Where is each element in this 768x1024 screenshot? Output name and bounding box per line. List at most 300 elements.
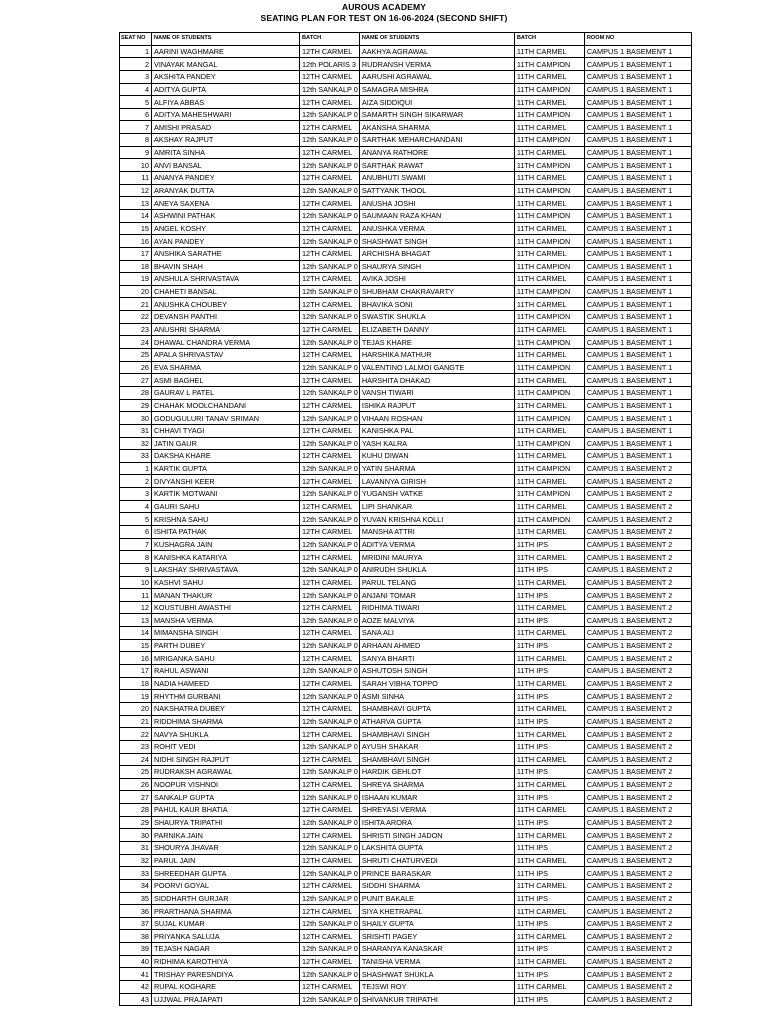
student-name-cell: AIZA SIDDIQUI xyxy=(359,96,514,109)
batch-cell: 12TH CARMEL xyxy=(300,677,360,690)
seat-no-cell: 15 xyxy=(120,222,152,235)
table-row xyxy=(120,842,692,855)
room-no-cell: CAMPUS 1 BASEMENT 1 xyxy=(584,336,691,349)
student-name-cell: SATTYANK THOOL xyxy=(359,184,514,197)
table-row xyxy=(120,943,692,956)
student-name-cell: SHAURYA TRIPATHI xyxy=(152,816,300,829)
seat-no-cell: 6 xyxy=(120,108,152,121)
student-name-cell: ATHARVA GUPTA xyxy=(359,715,514,728)
room-no-cell: CAMPUS 1 BASEMENT 1 xyxy=(584,222,691,235)
seat-no-cell: 38 xyxy=(120,930,152,943)
table-row xyxy=(120,804,692,817)
room-no-cell: CAMPUS 1 BASEMENT 2 xyxy=(584,981,691,994)
batch-cell: 12th SANKALP 0 xyxy=(300,513,360,526)
batch-cell: 11TH CARMEL xyxy=(514,981,584,994)
student-name-cell: SWASTIK SHUKLA xyxy=(359,311,514,324)
batch-cell: 11TH CARMEL xyxy=(514,677,584,690)
seat-no-cell: 11 xyxy=(120,172,152,185)
seat-no-cell: 27 xyxy=(120,374,152,387)
seat-no-cell: 1 xyxy=(120,462,152,475)
seat-no-cell: 7 xyxy=(120,121,152,134)
batch-cell: 11TH IPS xyxy=(514,740,584,753)
room-no-cell: CAMPUS 1 BASEMENT 2 xyxy=(584,715,691,728)
seat-no-cell: 12 xyxy=(120,601,152,614)
seat-no-cell: 4 xyxy=(120,500,152,513)
room-no-cell: CAMPUS 1 BASEMENT 1 xyxy=(584,273,691,286)
student-name-cell: LIPI SHANKAR xyxy=(359,500,514,513)
student-name-cell: PAHUL KAUR BHATIA xyxy=(152,804,300,817)
seat-no-cell: 14 xyxy=(120,209,152,222)
student-name-cell: JATIN GAUR xyxy=(152,437,300,450)
batch-cell: 11TH CARMEL xyxy=(514,551,584,564)
batch-cell: 12TH CARMEL xyxy=(300,500,360,513)
seat-no-cell: 31 xyxy=(120,842,152,855)
room-no-cell: CAMPUS 1 BASEMENT 2 xyxy=(584,778,691,791)
student-name-cell: ANSHULA SHRIVASTAVA xyxy=(152,273,300,286)
batch-cell: 12TH CARMEL xyxy=(300,399,360,412)
student-name-cell: AKSHAY RAJPUT xyxy=(152,134,300,147)
student-name-cell: RIDHIMA KAROTHIYA xyxy=(152,955,300,968)
room-no-cell: CAMPUS 1 BASEMENT 1 xyxy=(584,235,691,248)
room-no-cell: CAMPUS 1 BASEMENT 1 xyxy=(584,311,691,324)
table-row xyxy=(120,500,692,513)
table-row xyxy=(120,121,692,134)
batch-cell: 11TH IPS xyxy=(514,867,584,880)
batch-cell: 12th SANKALP 0 xyxy=(300,943,360,956)
room-no-cell: CAMPUS 1 BASEMENT 1 xyxy=(584,285,691,298)
student-name-cell: ARCHISHA BHAGAT xyxy=(359,247,514,260)
batch-cell: 12TH CARMEL xyxy=(300,879,360,892)
table-row xyxy=(120,450,692,463)
batch-cell: 12TH CARMEL xyxy=(300,981,360,994)
room-no-cell: CAMPUS 1 BASEMENT 1 xyxy=(584,424,691,437)
table-row xyxy=(120,576,692,589)
column-header-batch-12th: BATCH xyxy=(300,33,360,46)
student-name-cell: AARUSHI AGRAWAL xyxy=(359,70,514,83)
student-name-cell: ADITYA VERMA xyxy=(359,538,514,551)
room-no-cell: CAMPUS 1 BASEMENT 1 xyxy=(584,399,691,412)
batch-cell: 12th SANKALP 0 xyxy=(300,159,360,172)
student-name-cell: DHAWAL CHANDRA VERMA xyxy=(152,336,300,349)
seat-no-cell: 17 xyxy=(120,665,152,678)
batch-cell: 11TH IPS xyxy=(514,816,584,829)
batch-cell: 12th SANKALP 0 xyxy=(300,209,360,222)
room-no-cell: CAMPUS 1 BASEMENT 1 xyxy=(584,209,691,222)
seat-no-cell: 28 xyxy=(120,386,152,399)
seat-no-cell: 8 xyxy=(120,134,152,147)
student-name-cell: ISHIKA RAJPUT xyxy=(359,399,514,412)
room-no-cell: CAMPUS 1 BASEMENT 2 xyxy=(584,677,691,690)
table-row xyxy=(120,728,692,741)
student-name-cell: YASH KALRA xyxy=(359,437,514,450)
table-row xyxy=(120,639,692,652)
room-no-cell: CAMPUS 1 BASEMENT 2 xyxy=(584,766,691,779)
room-no-cell: CAMPUS 1 BASEMENT 2 xyxy=(584,563,691,576)
seat-no-cell: 2 xyxy=(120,58,152,71)
batch-cell: 11TH CAMPION xyxy=(514,108,584,121)
student-name-cell: SAMAGRA MISHRA xyxy=(359,83,514,96)
batch-cell: 12th SANKALP 0 xyxy=(300,260,360,273)
room-no-cell: CAMPUS 1 BASEMENT 2 xyxy=(584,879,691,892)
student-name-cell: SARTHAK RAWAT xyxy=(359,159,514,172)
batch-cell: 12th SANKALP 0 xyxy=(300,639,360,652)
table-row xyxy=(120,285,692,298)
room-no-cell: CAMPUS 1 BASEMENT 2 xyxy=(584,652,691,665)
column-header-student-name-11th: NAME OF STUDENTS xyxy=(359,33,514,46)
seat-no-cell: 2 xyxy=(120,475,152,488)
batch-cell: 11TH IPS xyxy=(514,842,584,855)
table-row xyxy=(120,867,692,880)
batch-cell: 12th SANKALP 0 xyxy=(300,386,360,399)
batch-cell: 11TH CARMEL xyxy=(514,601,584,614)
student-name-cell: ANUSHA JOSHI xyxy=(359,197,514,210)
student-name-cell: KUHU DIWAN xyxy=(359,450,514,463)
student-name-cell: MIMANSHA SINGH xyxy=(152,627,300,640)
student-name-cell: ASHUTOSH SINGH xyxy=(359,665,514,678)
room-no-cell: CAMPUS 1 BASEMENT 1 xyxy=(584,121,691,134)
batch-cell: 11TH CAMPION xyxy=(514,260,584,273)
student-name-cell: LAKSHAY SHRIVASTAVA xyxy=(152,563,300,576)
table-row xyxy=(120,854,692,867)
student-name-cell: SARTHAK MEHARCHANDANI xyxy=(359,134,514,147)
table-row xyxy=(120,273,692,286)
seat-no-cell: 42 xyxy=(120,981,152,994)
student-name-cell: ANGEL KOSHY xyxy=(152,222,300,235)
table-row xyxy=(120,981,692,994)
table-row xyxy=(120,83,692,96)
student-name-cell: BHAVIKA SONI xyxy=(359,298,514,311)
room-no-cell: CAMPUS 1 BASEMENT 2 xyxy=(584,816,691,829)
student-name-cell: BHAVIN SHAH xyxy=(152,260,300,273)
batch-cell: 11TH CARMEL xyxy=(514,702,584,715)
batch-cell: 12th SANKALP 0 xyxy=(300,184,360,197)
batch-cell: 11TH CARMEL xyxy=(514,728,584,741)
room-no-cell: CAMPUS 1 BASEMENT 2 xyxy=(584,475,691,488)
batch-cell: 12th SANKALP 0 xyxy=(300,892,360,905)
batch-cell: 11TH CAMPION xyxy=(514,184,584,197)
student-name-cell: SARAH VIBHA TOPPO xyxy=(359,677,514,690)
student-name-cell: KARTIK GUPTA xyxy=(152,462,300,475)
batch-cell: 12TH CARMEL xyxy=(300,627,360,640)
student-name-cell: ANSHIKA SARATHE xyxy=(152,247,300,260)
batch-cell: 12TH CARMEL xyxy=(300,576,360,589)
table-row xyxy=(120,412,692,425)
student-name-cell: AYUSH SHAKAR xyxy=(359,740,514,753)
table-row xyxy=(120,879,692,892)
student-name-cell: DIVYANSHI KEER xyxy=(152,475,300,488)
seat-no-cell: 18 xyxy=(120,260,152,273)
table-row xyxy=(120,892,692,905)
student-name-cell: SANKALP GUPTA xyxy=(152,791,300,804)
student-name-cell: SHREYASI VERMA xyxy=(359,804,514,817)
student-name-cell: ANVI BANSAL xyxy=(152,159,300,172)
seat-no-cell: 34 xyxy=(120,879,152,892)
table-row xyxy=(120,766,692,779)
table-row xyxy=(120,930,692,943)
batch-cell: 11TH IPS xyxy=(514,968,584,981)
student-name-cell: PARUL JAIN xyxy=(152,854,300,867)
room-no-cell: CAMPUS 1 BASEMENT 1 xyxy=(584,386,691,399)
room-no-cell: CAMPUS 1 BASEMENT 1 xyxy=(584,450,691,463)
batch-cell: 11TH IPS xyxy=(514,665,584,678)
seat-no-cell: 7 xyxy=(120,538,152,551)
batch-cell: 12TH CARMEL xyxy=(300,930,360,943)
student-name-cell: RUPAL KOGHARE xyxy=(152,981,300,994)
table-row xyxy=(120,184,692,197)
table-row xyxy=(120,538,692,551)
batch-cell: 12th SANKALP 0 xyxy=(300,766,360,779)
batch-cell: 11TH CARMEL xyxy=(514,273,584,286)
student-name-cell: VINAYAK MANGAL xyxy=(152,58,300,71)
seat-no-cell: 4 xyxy=(120,83,152,96)
batch-cell: 12th SANKALP 0 xyxy=(300,437,360,450)
room-no-cell: CAMPUS 1 BASEMENT 2 xyxy=(584,665,691,678)
seat-no-cell: 26 xyxy=(120,778,152,791)
seat-no-cell: 3 xyxy=(120,488,152,501)
seat-no-cell: 36 xyxy=(120,905,152,918)
table-row xyxy=(120,627,692,640)
room-no-cell: CAMPUS 1 BASEMENT 1 xyxy=(584,323,691,336)
room-no-cell: CAMPUS 1 BASEMENT 1 xyxy=(584,96,691,109)
table-row xyxy=(120,197,692,210)
batch-cell: 12TH CARMEL xyxy=(300,96,360,109)
student-name-cell: AMISHI PRASAD xyxy=(152,121,300,134)
seat-no-cell: 39 xyxy=(120,943,152,956)
batch-cell: 12TH CARMEL xyxy=(300,804,360,817)
column-header-student-name-12th: NAME OF STUDENTS xyxy=(152,33,300,46)
student-name-cell: DEVANSH PANTHI xyxy=(152,311,300,324)
seat-no-cell: 25 xyxy=(120,349,152,362)
batch-cell: 11TH CARMEL xyxy=(514,298,584,311)
batch-cell: 11TH IPS xyxy=(514,639,584,652)
room-no-cell: CAMPUS 1 BASEMENT 2 xyxy=(584,551,691,564)
batch-cell: 12th SANKALP 0 xyxy=(300,816,360,829)
room-no-cell: CAMPUS 1 BASEMENT 1 xyxy=(584,197,691,210)
room-no-cell: CAMPUS 1 BASEMENT 2 xyxy=(584,488,691,501)
room-no-cell: CAMPUS 1 BASEMENT 2 xyxy=(584,943,691,956)
student-name-cell: AKANSHA SHARMA xyxy=(359,121,514,134)
column-header-room-no: ROOM NO xyxy=(584,33,691,46)
student-name-cell: SHOURYA JHAVAR xyxy=(152,842,300,855)
batch-cell: 11TH CARMEL xyxy=(514,475,584,488)
student-name-cell: AVIKA JOSHI xyxy=(359,273,514,286)
batch-cell: 12th SANKALP 0 xyxy=(300,715,360,728)
room-no-cell: CAMPUS 1 BASEMENT 2 xyxy=(584,525,691,538)
room-no-cell: CAMPUS 1 BASEMENT 1 xyxy=(584,159,691,172)
table-row xyxy=(120,247,692,260)
student-name-cell: ARANYAK DUTTA xyxy=(152,184,300,197)
seat-no-cell: 8 xyxy=(120,551,152,564)
batch-cell: 11TH CAMPION xyxy=(514,209,584,222)
room-no-cell: CAMPUS 1 BASEMENT 1 xyxy=(584,184,691,197)
seat-no-cell: 30 xyxy=(120,829,152,842)
seat-no-cell: 41 xyxy=(120,968,152,981)
batch-cell: 11TH CAMPION xyxy=(514,386,584,399)
student-name-cell: SIYA KHETRAPAL xyxy=(359,905,514,918)
batch-cell: 11TH CARMEL xyxy=(514,525,584,538)
seat-no-cell: 5 xyxy=(120,513,152,526)
student-name-cell: ARHAAN AHMED xyxy=(359,639,514,652)
student-name-cell: DAKSHA KHARE xyxy=(152,450,300,463)
student-name-cell: KANISHKA PAL xyxy=(359,424,514,437)
room-no-cell: CAMPUS 1 BASEMENT 1 xyxy=(584,134,691,147)
room-no-cell: CAMPUS 1 BASEMENT 2 xyxy=(584,854,691,867)
batch-cell: 12TH CARMEL xyxy=(300,450,360,463)
student-name-cell: HARDIK GEHLOT xyxy=(359,766,514,779)
seat-no-cell: 19 xyxy=(120,273,152,286)
batch-cell: 11TH CARMEL xyxy=(514,45,584,58)
seat-no-cell: 6 xyxy=(120,525,152,538)
batch-cell: 12th SANKALP 0 xyxy=(300,538,360,551)
student-name-cell: SIDDHARTH GURJAR xyxy=(152,892,300,905)
room-no-cell: CAMPUS 1 BASEMENT 1 xyxy=(584,83,691,96)
table-row xyxy=(120,601,692,614)
batch-cell: 12TH CARMEL xyxy=(300,475,360,488)
page-title: SEATING PLAN FOR TEST ON 16-06-2024 (SECOND SHIFT) xyxy=(260,13,508,23)
room-no-cell: CAMPUS 1 BASEMENT 2 xyxy=(584,804,691,817)
batch-cell: 11TH IPS xyxy=(514,892,584,905)
student-name-cell: MANSHA VERMA xyxy=(152,614,300,627)
seat-no-cell: 32 xyxy=(120,854,152,867)
student-name-cell: NIDHI SINGH RAJPUT xyxy=(152,753,300,766)
table-row xyxy=(120,917,692,930)
batch-cell: 12TH CARMEL xyxy=(300,854,360,867)
student-name-cell: PARNIKA JAIN xyxy=(152,829,300,842)
table-row xyxy=(120,665,692,678)
batch-cell: 12TH CARMEL xyxy=(300,702,360,715)
student-name-cell: APALA SHRIVASTAV xyxy=(152,349,300,362)
table-row xyxy=(120,58,692,71)
room-no-cell: CAMPUS 1 BASEMENT 2 xyxy=(584,968,691,981)
student-name-cell: AAKHYA AGRAWAL xyxy=(359,45,514,58)
batch-cell: 12TH CARMEL xyxy=(300,829,360,842)
batch-cell: 12th SANKALP 0 xyxy=(300,968,360,981)
student-name-cell: SHAILY GUPTA xyxy=(359,917,514,930)
batch-cell: 12th SANKALP 0 xyxy=(300,867,360,880)
student-name-cell: MRIGANKA SAHU xyxy=(152,652,300,665)
table-row xyxy=(120,677,692,690)
table-row xyxy=(120,386,692,399)
table-row xyxy=(120,753,692,766)
table-row xyxy=(120,563,692,576)
room-no-cell: CAMPUS 1 BASEMENT 2 xyxy=(584,513,691,526)
batch-cell: 11TH IPS xyxy=(514,589,584,602)
student-name-cell: TEJASH NAGAR xyxy=(152,943,300,956)
room-no-cell: CAMPUS 1 BASEMENT 2 xyxy=(584,905,691,918)
student-name-cell: PRINCE BARASKAR xyxy=(359,867,514,880)
room-no-cell: CAMPUS 1 BASEMENT 2 xyxy=(584,917,691,930)
student-name-cell: ISHAAN KUMAR xyxy=(359,791,514,804)
student-name-cell: PARUL TELANG xyxy=(359,576,514,589)
batch-cell: 12th SANKALP 0 xyxy=(300,462,360,475)
student-name-cell: HARSHIKA MATHUR xyxy=(359,349,514,362)
student-name-cell: AKSHITA PANDEY xyxy=(152,70,300,83)
student-name-cell: SHARANYA KANASKAR xyxy=(359,943,514,956)
seat-no-cell: 14 xyxy=(120,627,152,640)
student-name-cell: KOUSTUBHI AWASTHI xyxy=(152,601,300,614)
table-row xyxy=(120,968,692,981)
seat-no-cell: 24 xyxy=(120,336,152,349)
student-name-cell: ASHWINI PATHAK xyxy=(152,209,300,222)
student-name-cell: PUNIT BAKALE xyxy=(359,892,514,905)
seat-no-cell: 13 xyxy=(120,614,152,627)
batch-cell: 11TH CAMPION xyxy=(514,361,584,374)
table-row xyxy=(120,361,692,374)
student-name-cell: ISHITA PATHAK xyxy=(152,525,300,538)
student-name-cell: SHASHWAT SHUKLA xyxy=(359,968,514,981)
room-no-cell: CAMPUS 1 BASEMENT 1 xyxy=(584,349,691,362)
batch-cell: 11TH CARMEL xyxy=(514,222,584,235)
batch-cell: 11TH CARMEL xyxy=(514,879,584,892)
batch-cell: 12TH CARMEL xyxy=(300,121,360,134)
batch-cell: 11TH CARMEL xyxy=(514,172,584,185)
batch-cell: 11TH IPS xyxy=(514,993,584,1006)
student-name-cell: ASMI BAGHEL xyxy=(152,374,300,387)
table-row xyxy=(120,172,692,185)
table-row xyxy=(120,829,692,842)
table-row xyxy=(120,816,692,829)
student-name-cell: ALFIYA ABBAS xyxy=(152,96,300,109)
seat-no-cell: 16 xyxy=(120,652,152,665)
room-no-cell: CAMPUS 1 BASEMENT 2 xyxy=(584,639,691,652)
room-no-cell: CAMPUS 1 BASEMENT 1 xyxy=(584,247,691,260)
student-name-cell: TEJAS KHARE xyxy=(359,336,514,349)
batch-cell: 12th SANKALP 0 xyxy=(300,791,360,804)
student-name-cell: VALENTINO LALMOI GANGTE xyxy=(359,361,514,374)
seat-no-cell: 12 xyxy=(120,184,152,197)
seat-no-cell: 10 xyxy=(120,159,152,172)
batch-cell: 11TH CARMEL xyxy=(514,349,584,362)
table-row xyxy=(120,614,692,627)
student-name-cell: VIHAAN ROSHAN xyxy=(359,412,514,425)
student-name-cell: SHREYA SHARMA xyxy=(359,778,514,791)
batch-cell: 11TH CAMPION xyxy=(514,159,584,172)
student-name-cell: SHRISTI SINGH JADON xyxy=(359,829,514,842)
seat-no-cell: 33 xyxy=(120,450,152,463)
student-name-cell: SUJAL KUMAR xyxy=(152,917,300,930)
batch-cell: 11TH CAMPION xyxy=(514,412,584,425)
room-no-cell: CAMPUS 1 BASEMENT 1 xyxy=(584,146,691,159)
student-name-cell: YUVAN KRISHNA KOLLI xyxy=(359,513,514,526)
student-name-cell: KRISHNA SAHU xyxy=(152,513,300,526)
batch-cell: 11TH CAMPION xyxy=(514,235,584,248)
batch-cell: 12th SANKALP 0 xyxy=(300,488,360,501)
student-name-cell: NADIA HAMEED xyxy=(152,677,300,690)
batch-cell: 12th SANKALP 0 xyxy=(300,108,360,121)
batch-cell: 12th SANKALP 0 xyxy=(300,235,360,248)
table-row xyxy=(120,134,692,147)
batch-cell: 12TH CARMEL xyxy=(300,652,360,665)
batch-cell: 11TH CARMEL xyxy=(514,652,584,665)
table-row xyxy=(120,993,692,1006)
student-name-cell: PRARTHANA SHARMA xyxy=(152,905,300,918)
batch-cell: 11TH IPS xyxy=(514,943,584,956)
batch-cell: 12th SANKALP 0 xyxy=(300,690,360,703)
batch-cell: 12th SANKALP 0 xyxy=(300,336,360,349)
org-title: AUROUS ACADEMY xyxy=(341,2,427,12)
batch-cell: 11TH CARMEL xyxy=(514,121,584,134)
table-row xyxy=(120,235,692,248)
student-name-cell: ANUSHKA CHOUBEY xyxy=(152,298,300,311)
room-no-cell: CAMPUS 1 BASEMENT 2 xyxy=(584,690,691,703)
batch-cell: 11TH CAMPION xyxy=(514,311,584,324)
student-name-cell: ANANYA RATHORE xyxy=(359,146,514,159)
student-name-cell: ANEYA SAXENA xyxy=(152,197,300,210)
batch-cell: 12th SANKALP 0 xyxy=(300,361,360,374)
student-name-cell: NOOPUR VISHNOI xyxy=(152,778,300,791)
table-row xyxy=(120,336,692,349)
seat-no-cell: 27 xyxy=(120,791,152,804)
